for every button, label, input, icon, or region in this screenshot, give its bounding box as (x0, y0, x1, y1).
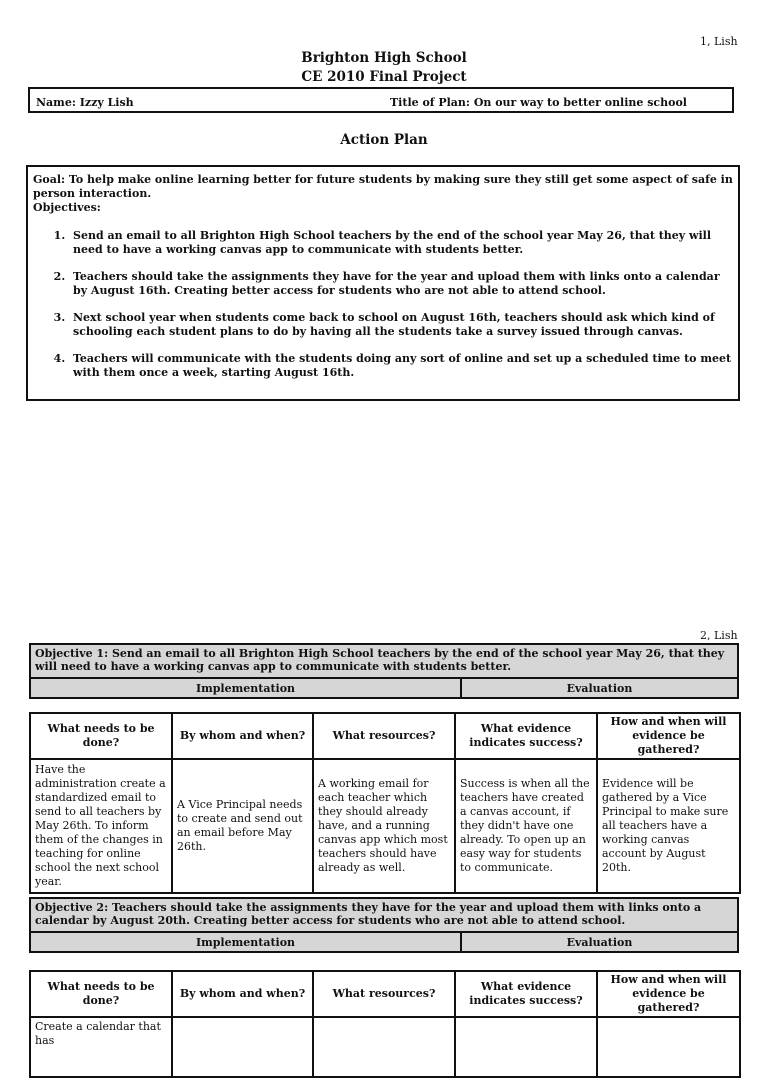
header-resources: What resources? (313, 713, 455, 759)
header-who-when: By whom and when? (172, 971, 313, 1017)
table-cell: Success is when all the teachers have created a canvas account, if they didn't have one already. To open up an easy way for students to communicate. (455, 759, 597, 893)
objective-item: 1. Send an email to all Brighton High School teachers by the end of the school year May 26, that they will need to have a working canvas app to communicate with students better. (69, 229, 732, 257)
objective-1-header (29, 643, 739, 699)
header-gathered: How and when will evidence be gathered? (597, 713, 740, 759)
section-title: Action Plan (340, 132, 428, 148)
page-number: 1, Lish (700, 35, 738, 48)
header-what: What needs to be done? (30, 971, 172, 1017)
objective-2-table (29, 970, 741, 1078)
table-cell: Evidence will be gathered by a Vice Principal to make sure all teachers have a working canvas account by August 20th. (597, 759, 740, 893)
objective-1-table (29, 712, 741, 894)
header-evidence: What evidence indicates success? (455, 971, 597, 1017)
page-number: 2, Lish (700, 629, 738, 642)
name-box (28, 87, 734, 113)
project-title: CE 2010 Final Project (301, 69, 467, 85)
table-cell: Have the administration create a standardized email to send to all teachers by May 26th. To inform them of the changes in teaching for online school the next school year. (30, 759, 172, 893)
implementation-label: Implementation (30, 932, 461, 952)
evaluation-label: Evaluation (461, 932, 738, 952)
table-cell: A working email for each teacher which they should already have, and a running canvas app which most teachers should have already as well. (313, 759, 455, 893)
goal-text: Goal: To help make online learning better for future students by making sure they still get some aspect of safe in person interaction. (33, 173, 733, 200)
table-cell: Create a calendar that has (30, 1017, 172, 1077)
plan-title-label: Title of Plan: On our way to better online school (390, 96, 687, 109)
table-cell (313, 1017, 455, 1077)
implementation-label: Implementation (30, 678, 461, 698)
name-label: Name: Izzy Lish (36, 96, 134, 109)
table-cell (172, 1017, 313, 1077)
table-cell: A Vice Principal needs to create and send out an email before May 26th. (172, 759, 313, 893)
header-what: What needs to be done? (30, 713, 172, 759)
objective-item: 2. Teachers should take the assignments they have for the year and upload them with links onto a calendar by August 16th. Creating better access for students who are not able to attend school. (69, 270, 732, 298)
header-evidence: What evidence indicates success? (455, 713, 597, 759)
objective-1-title: Objective 1: Send an email to all Brighton High School teachers by the end of the school year May 26, that they will need to have a working canvas app to communicate with students better. (30, 644, 738, 678)
objective-2-title: Objective 2: Teachers should take the assignments they have for the year and upload them with links onto a calendar by August 20th. Creating better access for students who are not able to attend school. (30, 898, 738, 932)
header-resources: What resources? (313, 971, 455, 1017)
school-name: Brighton High School (301, 50, 467, 66)
header-who-when: By whom and when? (172, 713, 313, 759)
objective-item: 3. Next school year when students come back to school on August 16th, teachers should ask which kind of schooling each student plans to do by having all the students take a survey issued through canvas. (69, 311, 732, 339)
evaluation-label: Evaluation (461, 678, 738, 698)
table-cell (455, 1017, 597, 1077)
goal-box (26, 165, 740, 401)
objectives-label: Objectives: (33, 201, 101, 214)
objective-2-header (29, 897, 739, 953)
header-gathered: How and when will evidence be gathered? (597, 971, 740, 1017)
objectives-list (33, 229, 732, 393)
objective-item: 4. Teachers will communicate with the students doing any sort of online and set up a scheduled time to meet with them once a week, starting August 16th. (69, 352, 732, 380)
table-cell (597, 1017, 740, 1077)
